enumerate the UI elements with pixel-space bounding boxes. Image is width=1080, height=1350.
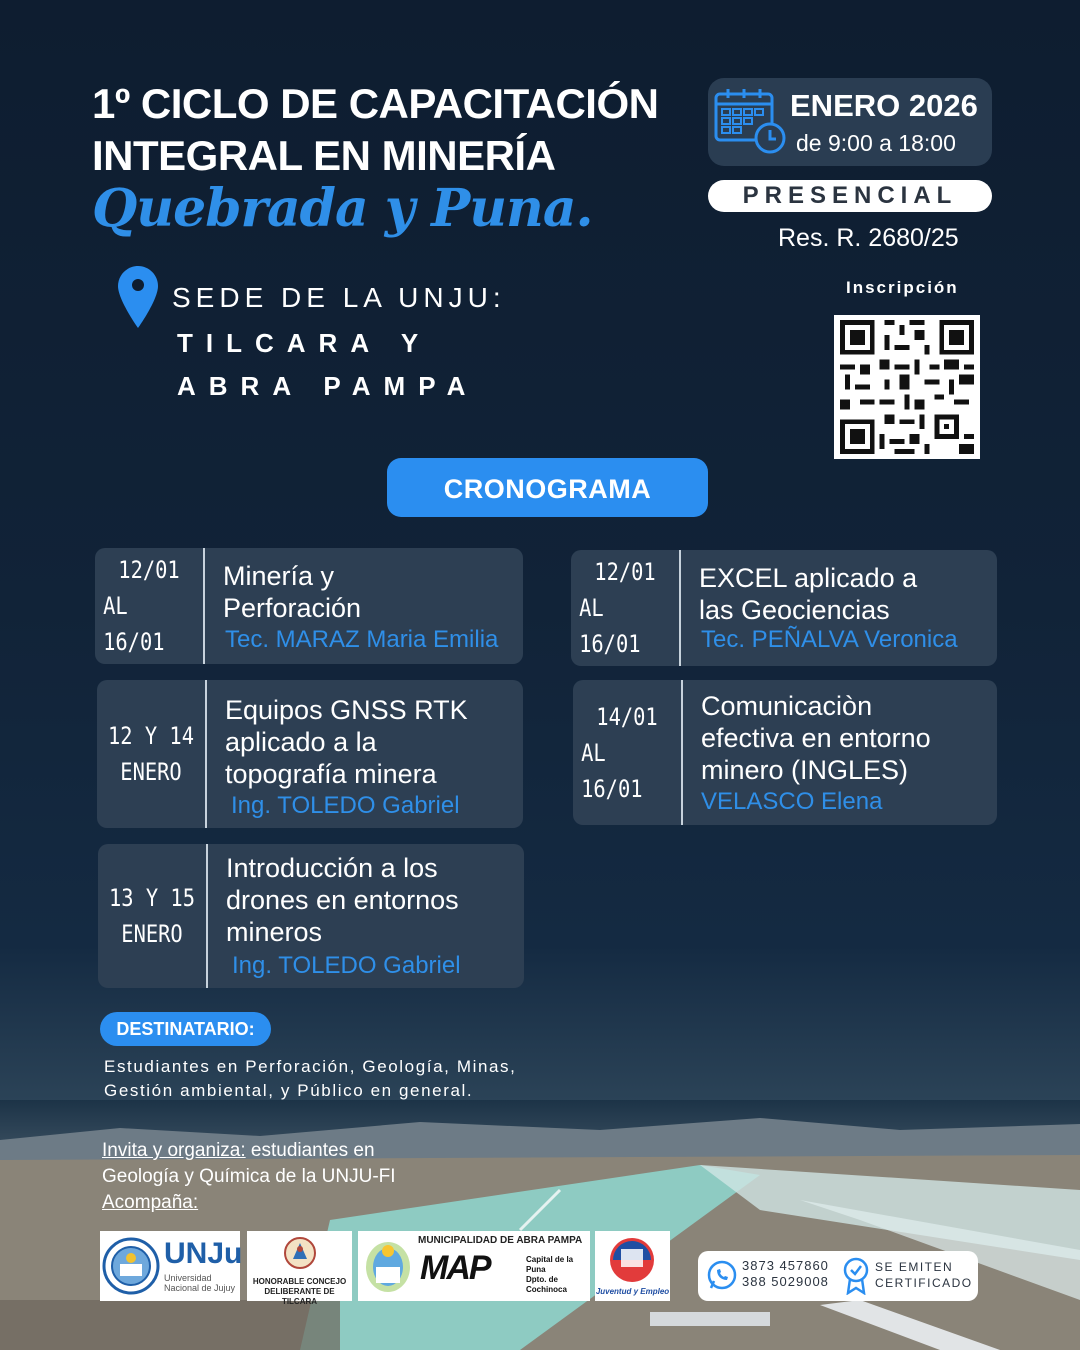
- concejo-line: HONORABLE CONCEJO: [252, 1277, 347, 1286]
- schedule-card-teacher: Tec. MARAZ Maria Emilia: [225, 626, 499, 653]
- phone-numbers: [742, 1258, 829, 1290]
- topic-line: mineros: [226, 917, 323, 947]
- schedule-card-teacher: Tec. PEÑALVA Veronica: [701, 626, 958, 653]
- date-line-1: 13 Y 15: [109, 884, 195, 912]
- audience-line-2: Gestión ambiental, y Público en general.: [104, 1081, 474, 1100]
- concejo-text: [247, 1277, 352, 1307]
- juventud-text: Juventud y Empleo: [595, 1287, 670, 1296]
- title-line-1: 1º CICLO DE CAPACITACIÓN: [92, 80, 659, 127]
- schedule-card: [97, 680, 523, 828]
- unju-seal-icon: [102, 1234, 160, 1298]
- schedule-card-topic: [226, 852, 459, 948]
- muni-sub-line: Dpto. de Cochinoca: [526, 1275, 567, 1294]
- unju-logo: [100, 1231, 243, 1301]
- date-line-2: AL 16/01: [579, 594, 641, 658]
- schedule-card-date: [579, 550, 671, 666]
- schedule-card-topic: [699, 562, 917, 626]
- location-line-2: ABRA PAMPA: [177, 371, 479, 401]
- organizers-text: [102, 1138, 396, 1216]
- unju-sub-line: Nacional de Jujuy: [164, 1283, 236, 1293]
- map-pin-icon: [118, 266, 158, 328]
- unju-name: UNJu: [164, 1237, 243, 1270]
- date-line-1: 12 Y 14: [108, 722, 194, 750]
- page-title: [92, 78, 658, 182]
- subtitle-script: Quebrada y Puna.: [92, 178, 593, 239]
- phone-1: 3873 457860: [742, 1258, 829, 1273]
- cert-line-1: SE EMITEN: [875, 1260, 954, 1274]
- muni-sub-line: Capital de la Puna: [526, 1255, 574, 1274]
- organizers-line-2: Geología y Química de la UNJU-FI: [102, 1166, 396, 1187]
- audience-label: DESTINATARIO:: [100, 1012, 271, 1046]
- schedule-card-date: [106, 844, 198, 988]
- support-label: Acompaña:: [102, 1192, 199, 1213]
- topic-line: Perforación: [223, 593, 362, 623]
- certificate-text: [875, 1259, 973, 1291]
- schedule-card: [95, 548, 523, 664]
- muni-mark: MAP: [420, 1249, 490, 1287]
- schedule-card: [573, 680, 997, 825]
- juventud-empleo-logo: [595, 1231, 670, 1301]
- muni-title: MUNICIPALIDAD DE ABRA PAMPA: [418, 1235, 583, 1246]
- schedule-card-topic: [701, 690, 931, 786]
- invite-text: estudiantes en: [245, 1140, 375, 1161]
- schedule-card-teacher: Ing. TOLEDO Gabriel: [231, 792, 460, 819]
- topic-line: topografía minera: [225, 759, 437, 789]
- topic-line: Comunicaciòn: [701, 691, 873, 721]
- date-line-2: AL 16/01: [581, 738, 643, 803]
- registration-qr-code[interactable]: [834, 315, 980, 459]
- topic-line: aplicado a la: [225, 727, 377, 757]
- schedule-card-date: [105, 680, 197, 828]
- title-line-2: INTEGRAL EN MINERÍA: [92, 132, 556, 179]
- topic-line: las Geociencias: [699, 595, 890, 625]
- date-line-2: AL 16/01: [103, 592, 165, 656]
- municipal-shield-icon: [362, 1237, 414, 1295]
- modality-badge: PRESENCIAL: [708, 180, 992, 212]
- invite-label: Invita y organiza:: [102, 1140, 246, 1161]
- topic-line: EXCEL aplicado a: [699, 563, 918, 593]
- schedule-card-teacher: VELASCO Elena: [701, 788, 883, 815]
- schedule-card: [571, 550, 997, 666]
- muni-subtitle: [526, 1255, 590, 1295]
- schedule-card-date: [103, 548, 195, 664]
- topic-line: Introducción a los: [226, 853, 438, 883]
- location-line-1: TILCARA Y: [177, 328, 432, 358]
- date-line-1: 12/01: [118, 556, 180, 584]
- topic-line: minero (INGLES): [701, 755, 909, 785]
- date-line-2: ENERO: [121, 920, 183, 948]
- date-line-1: 14/01: [596, 702, 658, 731]
- topic-line: Minería y: [223, 561, 335, 591]
- phone-2: 388 5029008: [742, 1274, 829, 1289]
- schedule-card-teacher: Ing. TOLEDO Gabriel: [232, 952, 461, 979]
- cert-line-2: CERTIFICADO: [875, 1276, 973, 1290]
- unju-sub-line: Universidad: [164, 1273, 212, 1283]
- whatsapp-icon: [706, 1259, 738, 1291]
- card-divider: [679, 550, 681, 666]
- event-hours: de 9:00 a 18:00: [796, 130, 956, 156]
- registration-label: Inscripción: [846, 278, 959, 297]
- card-divider: [203, 548, 205, 664]
- schedule-card-topic: [225, 694, 468, 790]
- unju-subtitle: [164, 1273, 235, 1293]
- date-line-2: ENERO: [120, 758, 182, 786]
- calendar-clock-icon: [714, 86, 788, 156]
- certificate-badge-icon: [843, 1257, 869, 1295]
- event-date: ENERO 2026: [790, 88, 978, 123]
- schedule-card: [98, 844, 524, 988]
- contact-box: [698, 1251, 978, 1301]
- card-divider: [205, 680, 207, 828]
- audience-line-1: Estudiantes en Perforación, Geología, Minas,: [104, 1057, 517, 1076]
- topic-line: Equipos GNSS RTK: [225, 695, 468, 725]
- concejo-tilcara-logo: [247, 1231, 352, 1306]
- date-line-1: 12/01: [594, 558, 656, 586]
- schedule-title: CRONOGRAMA: [387, 458, 708, 517]
- juventud-emblem-icon: [603, 1235, 661, 1285]
- concejo-emblem-icon: [283, 1235, 317, 1271]
- location-label: SEDE DE LA UNJU:: [172, 282, 506, 313]
- schedule-card-topic: [223, 560, 361, 624]
- schedule-card-date: [581, 680, 673, 825]
- card-divider: [206, 844, 208, 988]
- audience-text: [104, 1055, 516, 1103]
- concejo-line: DELIBERANTE DE TILCARA: [264, 1287, 335, 1306]
- topic-line: efectiva en entorno: [701, 723, 931, 753]
- card-divider: [681, 680, 683, 825]
- topic-line: drones en entornos: [226, 885, 459, 915]
- resolution-text: Res. R. 2680/25: [778, 224, 959, 252]
- municipalidad-abra-pampa-logo: [358, 1231, 590, 1301]
